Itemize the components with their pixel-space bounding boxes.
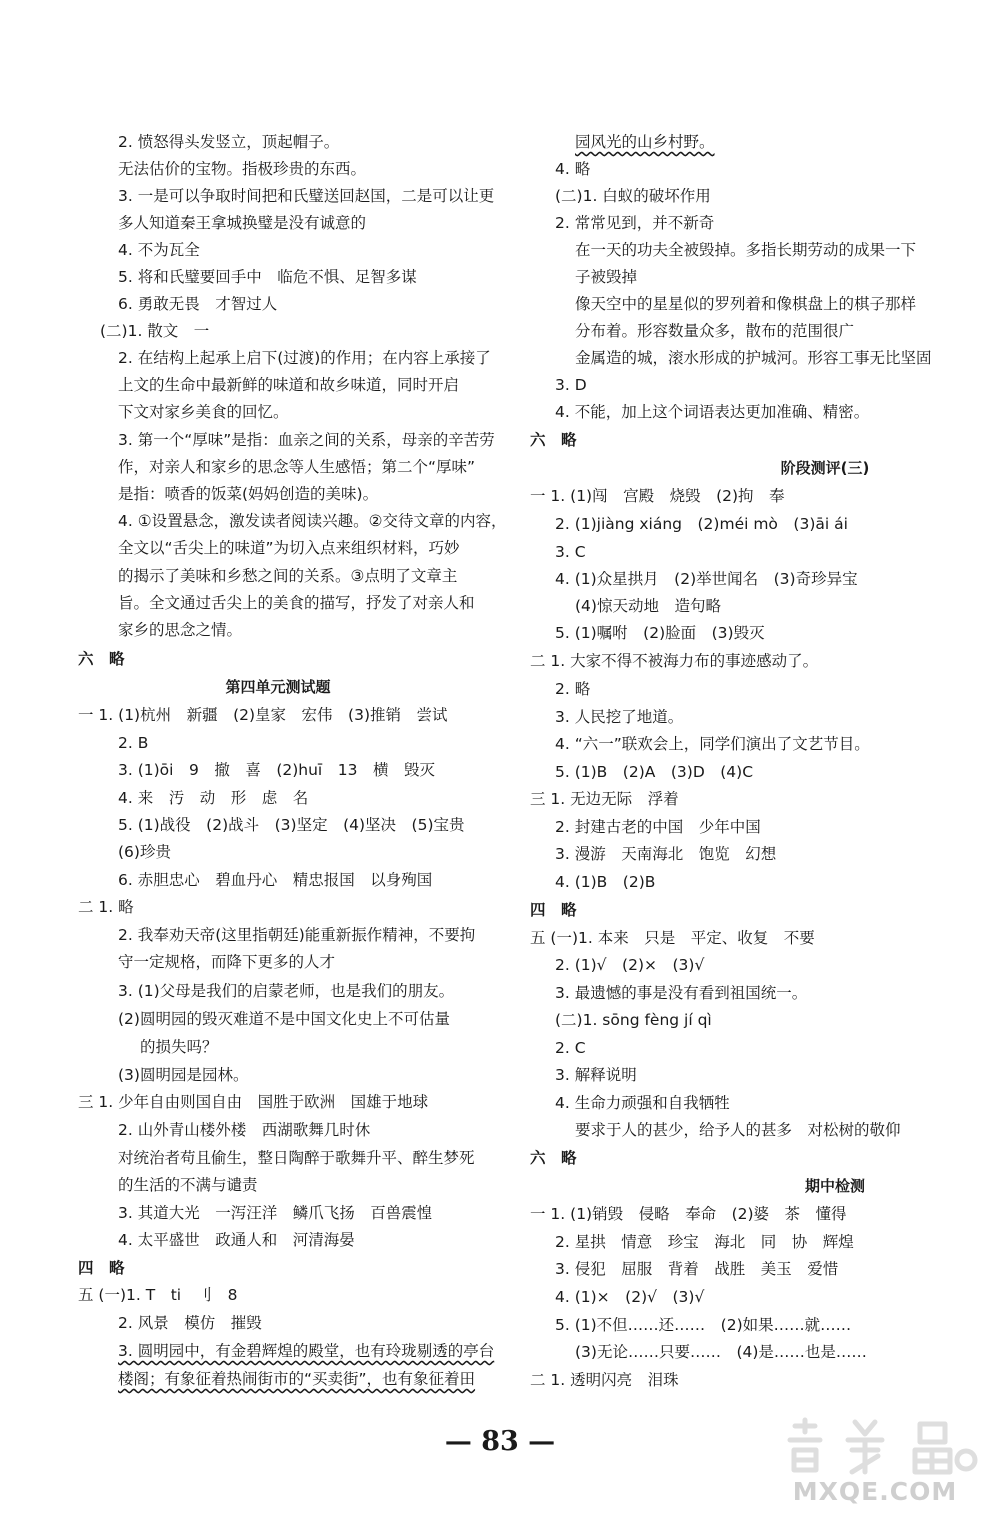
answer-line: 3. (1)父母是我们的启蒙老师，也是我们的朋友。 (118, 982, 455, 1000)
answer-line: 作，对亲人和家乡的思念等人生感悟；第二个“厚味” (118, 458, 476, 476)
answer-line: 三 1. 无边无际 浮着 (530, 790, 679, 808)
answer-line: 2. B (118, 734, 149, 752)
answer-line: (6)珍贵 (118, 843, 171, 861)
answer-line: 4. ①设置悬念，激发读者阅读兴趣。②交待文章的内容， (118, 512, 507, 530)
answer-line: 家乡的思念之情。 (118, 621, 243, 639)
answer-line: 3. 圆明园中，有金碧辉煌的殿堂，也有玲珑剔透的亭台 (118, 1342, 495, 1360)
answer-line: 的生活的不满与谴责 (118, 1176, 258, 1194)
answer-line: 2. 略 (555, 680, 591, 698)
answer-line: 3. 最遗憾的事是没有看到祖国统一。 (555, 984, 808, 1002)
answer-line: 4. 不为瓦全 (118, 241, 200, 259)
answer-line: 下文对家乡美食的回忆。 (118, 403, 289, 421)
answer-line: 4. (1)B (2)B (555, 873, 656, 891)
answer-line: 二 1. 透明闪亮 泪珠 (530, 1371, 679, 1389)
answer-line: 6. 勇敢无畏 才智过人 (118, 295, 278, 313)
answer-line: 2. 我奉劝天帝(这里指朝廷)能重新振作精神，不要拘 (118, 926, 476, 944)
answer-line: 2. 封建古老的中国 少年中国 (555, 818, 761, 836)
answer-line: 一 1. (1)杭州 新疆 (2)皇家 宏伟 (3)推销 尝试 (78, 706, 448, 724)
answer-line: 二 1. 大家不得不被海力布的事迹感动了。 (530, 652, 819, 670)
answer-line: 4. (1)众星拱月 (2)举世闻名 (3)奇珍异宝 (555, 570, 858, 588)
answer-line: 5. 将和氏璧要回手中 临危不惧、足智多谋 (118, 268, 417, 286)
answer-line: 3. 第一个“厚味”是指：血亲之间的关系，母亲的辛苦劳 (118, 431, 495, 449)
answer-line: 3. 其道大光 一泻汪洋 鳞爪飞扬 百兽震惶 (118, 1204, 433, 1222)
answer-line: 5. (1)嘱咐 (2)脸面 (3)毁灭 (555, 624, 765, 642)
answer-line: 3. C (555, 543, 586, 561)
answer-line: 2. 风景 模仿 摧毁 (118, 1314, 262, 1332)
answer-line: 6. 赤胆忠心 碧血丹心 精忠报国 以身殉国 (118, 871, 433, 889)
section-heading: 期中检测 (804, 1177, 865, 1195)
answer-line: (二)1. 白蚁的破坏作用 (555, 187, 711, 205)
answer-line: 5. (1)B (2)A (3)D (4)C (555, 763, 754, 781)
answer-line: 对统治者苟且偷生，整日陶醉于歌舞升平、醉生梦死 (118, 1149, 475, 1167)
section-heading: 第四单元测试题 (225, 678, 331, 696)
answer-line: 像天空中的星星似的罗列着和像棋盘上的棋子那样 (575, 295, 917, 313)
answer-line: 2. (1)jiàng xiáng (2)méi mò (3)āi ái (555, 515, 848, 533)
answer-line: 一 1. (1)销毁 侵略 奉命 (2)婆 茶 懂得 (530, 1205, 847, 1223)
answer-line: 全文以“舌尖上的味道”为切入点来组织材料，巧妙 (118, 539, 460, 557)
answer-line: 要求于人的甚少，给予人的甚多 对松树的敬仰 (575, 1121, 901, 1139)
answer-line: 的揭示了美味和乡愁之间的关系。③点明了文章主 (118, 567, 458, 585)
answer-line: 2. 星拱 情意 珍宝 海北 同 协 辉煌 (555, 1233, 854, 1251)
answer-line: (2)圆明园的毁灭难道不是中国文化史上不可估量 (118, 1010, 450, 1028)
answer-line: 2. C (555, 1039, 586, 1057)
answer-line: 无法估价的宝物。指极珍贵的东西。 (118, 160, 367, 178)
answer-line: (3)圆明园是园林。 (118, 1066, 249, 1084)
answer-line: 3. 人民挖了地道。 (555, 708, 684, 726)
section-label: 六 略 (530, 1149, 577, 1167)
answer-line: 5. (1)不但……还…… (2)如果……就…… (555, 1316, 852, 1334)
answer-line: 3. (1)ōi 9 撤 喜 (2)huī 13 横 毁灭 (118, 761, 435, 779)
answer-line: 五 (一)1. 本来 只是 平定、收复 不要 (530, 929, 815, 947)
answer-line: (二)1. sōng fèng jí qì (555, 1011, 712, 1029)
answer-line: (3)无论……只要…… (4)是……也是…… (575, 1343, 867, 1361)
answer-line: 4. 生命力顽强和自我牺牲 (555, 1094, 730, 1112)
answer-line: 五 (一)1. T ti 刂 8 (78, 1286, 238, 1304)
answer-line: 2. 愤怒得头发竖立，顶起帽子。 (118, 133, 340, 151)
answer-line: 3. D (555, 376, 587, 394)
answer-line: 4. (1)× (2)√ (3)√ (555, 1288, 705, 1306)
answer-line: 2. 在结构上起承上启下(过渡)的作用；在内容上承接了 (118, 349, 491, 367)
answer-line: 2. 常常见到，并不新奇 (555, 214, 715, 232)
answer-line: 的损失吗？ (140, 1038, 218, 1056)
answer-line: 4. 来 汚 动 形 虑 名 (118, 789, 309, 807)
section-label: 四 略 (530, 901, 577, 919)
answer-line: 4. 太平盛世 政通人和 河清海晏 (118, 1231, 355, 1249)
answer-line: 5. (1)战役 (2)战斗 (3)坚定 (4)坚决 (5)宝贵 (118, 816, 465, 834)
answer-line: 金属造的城，滚水形成的护城河。形容工事无比坚固 (575, 349, 932, 367)
answer-line: 园风光的山乡村野。 (575, 133, 715, 151)
section-label: 四 略 (78, 1259, 125, 1277)
answer-line: 楼阁；有象征着热闹街市的“买卖街”，也有象征着田 (118, 1370, 476, 1388)
answer-line: 多人知道秦王拿城换璧是没有诚意的 (118, 214, 367, 232)
answer-line: 2. (1)√ (2)× (3)√ (555, 956, 705, 974)
answer-line: (二)1. 散文 一 (100, 322, 210, 340)
watermark (770, 1414, 980, 1506)
answer-line: 在一天的功夫全被毁掉。多指长期劳动的成果一下 (575, 241, 917, 259)
answer-line: 3. 漫游 天南海北 饱览 幻想 (555, 845, 777, 863)
answer-line: 分布着。形容数量众多，散布的范围很广 (575, 322, 855, 340)
answer-line: (4)惊天动地 造句略 (575, 597, 721, 615)
answer-line: 旨。全文通过舌尖上的美食的描写，抒发了对亲人和 (118, 594, 475, 612)
answer-line: 4. 略 (555, 160, 591, 178)
section-label: 六 略 (530, 431, 577, 449)
section-heading: 阶段测评(三) (780, 459, 870, 477)
watermark-text: MXQE.COM (792, 1477, 958, 1506)
answer-line: 三 1. 少年自由则国自由 国胜于欧洲 国雄于地球 (78, 1093, 429, 1111)
answer-line: 3. 一是可以争取时间把和氏璧送回赵国，二是可以让更 (118, 187, 495, 205)
page-number: — 83 — (444, 1426, 556, 1457)
answer-line: 3. 解释说明 (555, 1066, 637, 1084)
answer-line: 4. “六一”联欢会上，同学们演出了文艺节目。 (555, 735, 870, 753)
section-label: 六 略 (78, 650, 125, 668)
answer-line: 上文的生命中最新鲜的味道和故乡味道，同时开启 (118, 376, 460, 394)
answer-line: 子被毁掉 (575, 268, 638, 286)
watermark-logo-icon (770, 1414, 980, 1478)
answer-line: 是指：喷香的饭菜(妈妈创造的美味)。 (118, 485, 379, 503)
answer-line: 一 1. (1)闯 宫殿 烧毁 (2)拘 奉 (530, 487, 785, 505)
answer-line: 二 1. 略 (78, 898, 134, 916)
answer-line: 3. 侵犯 屈服 背着 战胜 美玉 爱惜 (555, 1260, 839, 1278)
answer-line: 2. 山外青山楼外楼 西湖歌舞几时休 (118, 1121, 371, 1139)
answer-line: 守一定规格，而降下更多的人才 (118, 953, 336, 971)
answer-line: 4. 不能，加上这个词语表达更加准确、精密。 (555, 403, 870, 421)
